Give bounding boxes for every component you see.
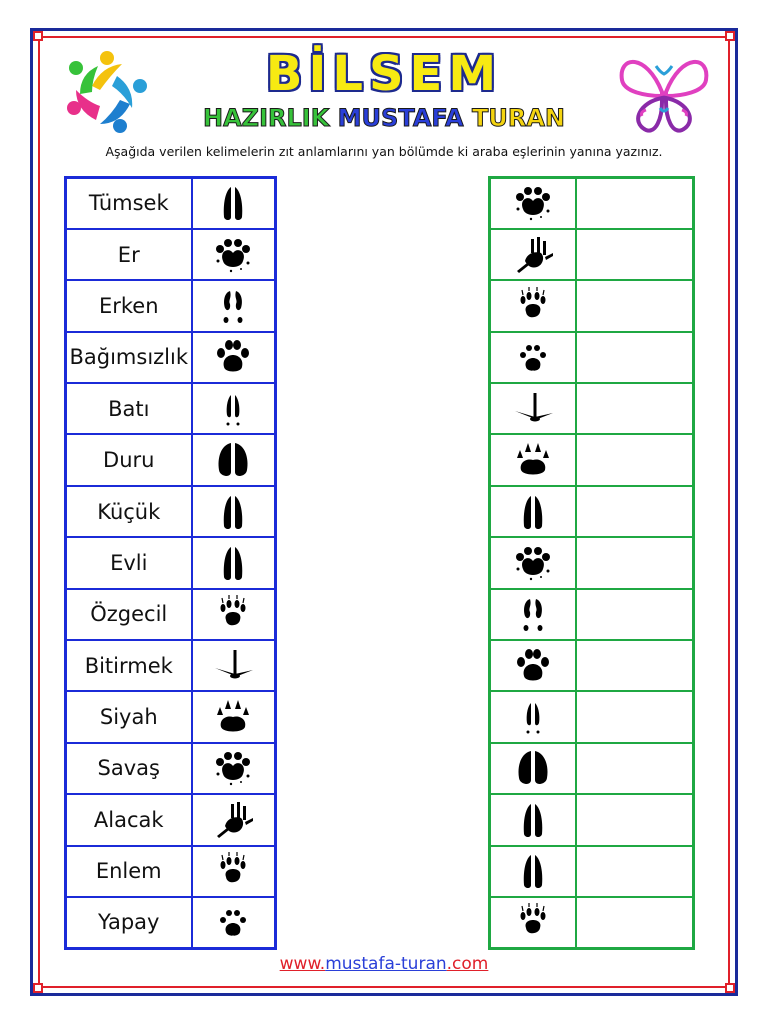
print-cell [192,486,276,537]
bird-print-icon [511,389,555,429]
answer-cell[interactable] [576,589,694,640]
print-cell [490,434,576,485]
deer-print-icon [511,594,555,634]
print-cell [192,691,276,742]
table-row [66,178,276,229]
table-row [66,897,276,948]
hoof-print-icon [511,851,555,891]
word-cell: Savaş [66,743,192,794]
answer-cell[interactable] [576,332,694,383]
table-row [66,794,276,845]
title-word-hazirlik: HAZIRLIK [203,104,330,132]
dog-paw-print-icon [211,337,255,377]
table-row [66,589,276,640]
print-cell [192,897,276,948]
print-cell [490,794,576,845]
round-hoof-print-icon [511,748,555,788]
table-row [490,537,694,588]
print-cell [192,434,276,485]
claw-print-icon [511,902,555,942]
answer-cell[interactable] [576,794,694,845]
print-cell [490,589,576,640]
answer-cell[interactable] [576,486,694,537]
print-cell [490,537,576,588]
word-cell: Bitirmek [66,640,192,691]
table-row [66,332,276,383]
instruction-text: Aşağıda verilen kelimelerin zıt anlamlarını yan bölümde ki araba eşlerinin yanına yazınız. [105,144,663,159]
hoof-print-icon [511,800,555,840]
print-cell [192,178,276,229]
small-hoof-print-icon [511,697,555,737]
footer-url-suffix: .com [446,954,489,974]
table-row [490,589,694,640]
table-row [66,383,276,434]
print-cell [192,794,276,845]
hoof-print-icon [511,492,555,532]
print-cell [192,280,276,331]
bear-paw-print-icon [511,440,555,480]
table-row [66,743,276,794]
print-cell [192,229,276,280]
word-cell: Küçük [66,486,192,537]
print-cell [490,897,576,948]
cat-paw-print-icon [211,748,255,788]
table-row [490,332,694,383]
print-cell [192,640,276,691]
hand-print-icon [211,800,255,840]
print-cell [490,640,576,691]
table-row [66,537,276,588]
table-row [490,383,694,434]
frame-corner-br [725,983,735,993]
print-cell [192,846,276,897]
title-word-mustafa: MUSTAFA [337,104,464,132]
answer-cell[interactable] [576,229,694,280]
hand-print-icon [511,235,555,275]
table-row [490,229,694,280]
word-cell: Batı [66,383,192,434]
table-row [490,794,694,845]
hoof-print-icon [211,492,255,532]
cat-paw-print-icon [511,183,555,223]
answer-cell[interactable] [576,537,694,588]
hoof-print-icon [211,183,255,223]
title-bilsem: BİLSEM [265,46,503,102]
claw-print-icon [511,286,555,326]
frame-corner-tl [33,31,43,41]
table-row [66,280,276,331]
footer-url-domain: mustafa-turan [325,954,447,974]
answer-cell[interactable] [576,383,694,434]
small-paw-print-icon [511,337,555,377]
word-cell: Tümsek [66,178,192,229]
hoof-print-icon [211,543,255,583]
small-hoof-print-icon [211,389,255,429]
table-row [490,897,694,948]
answer-cell[interactable] [576,897,694,948]
table-row [66,691,276,742]
word-cell: Bağımsızlık [66,332,192,383]
print-cell [192,743,276,794]
answer-cell[interactable] [576,691,694,742]
footer-website[interactable] [0,954,768,974]
word-cell: Siyah [66,691,192,742]
table-row [490,486,694,537]
print-cell [192,589,276,640]
table-row [490,691,694,742]
table-row [490,846,694,897]
bear-paw-print-icon [211,697,255,737]
word-cell: Enlem [66,846,192,897]
table-row [66,434,276,485]
print-cell [490,229,576,280]
answer-cell[interactable] [576,846,694,897]
print-cell [490,691,576,742]
table-row [490,178,694,229]
table-row [490,640,694,691]
print-cell [192,383,276,434]
answers-table [488,176,695,950]
word-cell: Yapay [66,897,192,948]
print-cell [192,537,276,588]
print-cell [490,280,576,331]
print-cell [490,332,576,383]
claw-print-icon [211,851,255,891]
deer-print-icon [211,286,255,326]
answer-cell[interactable] [576,743,694,794]
claw-print-icon [211,594,255,634]
table-row [490,280,694,331]
answer-cell[interactable] [576,178,694,229]
table-row [490,434,694,485]
frame-corner-tr [725,31,735,41]
print-cell [490,383,576,434]
answer-cell[interactable] [576,434,694,485]
print-cell [490,846,576,897]
word-cell: Duru [66,434,192,485]
cat-paw-print-icon [511,543,555,583]
bird-print-icon [211,646,255,686]
word-cell: Alacak [66,794,192,845]
answer-cell[interactable] [576,640,694,691]
table-row [66,229,276,280]
print-cell [490,743,576,794]
word-cell: Evli [66,537,192,588]
cat-paw-print-icon [211,235,255,275]
word-cell: Er [66,229,192,280]
table-row [66,640,276,691]
title-subtitle [0,104,768,132]
print-cell [490,486,576,537]
table-row [490,743,694,794]
table-row [66,486,276,537]
small-paw-print-icon [211,902,255,942]
print-cell [490,178,576,229]
title-word-turan: TURAN [471,104,565,132]
word-cell: Erken [66,280,192,331]
table-row [66,846,276,897]
round-hoof-print-icon [211,440,255,480]
dog-paw-print-icon [511,646,555,686]
answer-cell[interactable] [576,280,694,331]
word-cell: Özgecil [66,589,192,640]
footer-url-prefix: www. [279,954,326,974]
print-cell [192,332,276,383]
frame-corner-bl [33,983,43,993]
words-table [64,176,277,950]
